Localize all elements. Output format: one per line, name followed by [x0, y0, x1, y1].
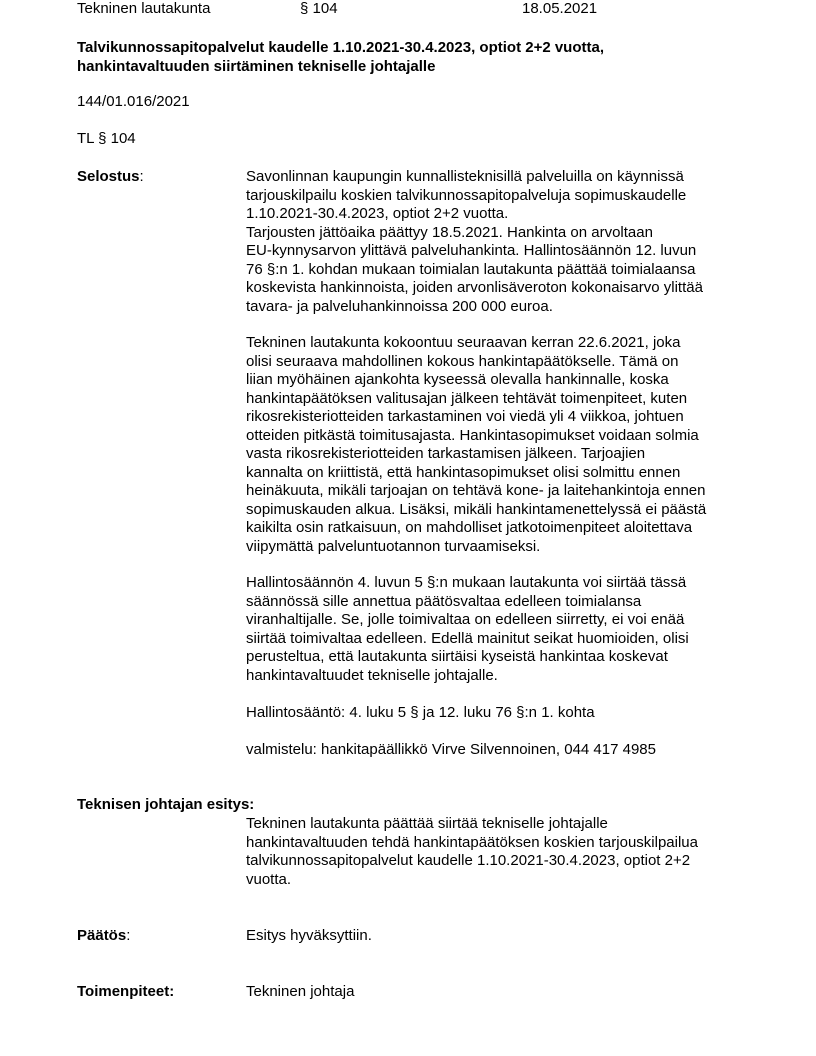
paragraph-line: kaikilta osin ratkaisuun, on mahdolliset jatkotoimenpiteet aloitettava — [246, 519, 693, 536]
esitys-label: Teknisen johtajan esitys: — [77, 796, 255, 813]
selostus-paragraph-4 — [246, 704, 766, 723]
paragraph-line: Tekninen lautakunta kokoontuu seuraavan kerran 22.6.2021, joka — [246, 334, 681, 351]
paragraph-line: hankintavaltuudet tekniselle johtajalle. — [246, 666, 498, 684]
paragraph-line: siirtää toimivaltaa edelleen. Edellä mainitut seikat huomioiden, olisi — [246, 629, 689, 647]
paatos-heading — [77, 927, 130, 946]
paragraph-line: otteiden pitkästä toimitusajasta. Hankintasopimukset voidaan solmia — [246, 426, 699, 444]
paragraph-line: perusteltua, että lautakunta siirtäisi kyseistä hankintaa koskevat — [246, 648, 668, 665]
toimenpiteet-label: Toimenpiteet: — [77, 983, 175, 1000]
paatos-text: Esitys hyväksyttiin. — [246, 927, 372, 944]
selostus-paragraph-5 — [246, 741, 766, 760]
toimenpiteet-text: Tekninen johtaja — [246, 983, 355, 1000]
paragraph-line: tarjouskilpailu koskien talvikunnossapitopalveluja sopimuskaudelle — [246, 186, 687, 204]
selostus-heading — [77, 168, 144, 187]
title-line: Talvikunnossapitopalvelut kaudelle 1.10.2021-30.4.2023, optiot 2+2 vuotta, — [77, 39, 605, 56]
paragraph-line: valmistelu: hankitapäällikkö Virve Silvennoinen, 044 417 4985 — [246, 741, 656, 758]
paragraph-line: säännössä sille annettua päätösvaltaa edelleen toimialansa — [246, 592, 642, 610]
selostus-paragraph-3 — [246, 574, 766, 685]
paragraph-line: hankintavaltuuden tehdä hankintapäätöksen koskien tarjouskilpailua — [246, 833, 698, 851]
paragraph-line: Tekninen lautakunta päättää siirtää tekniselle johtajalle — [246, 815, 608, 832]
paragraph-line: liian myöhäinen ajankohta kyseessä olevalla hankinnalle, koska — [246, 371, 669, 388]
paragraph-line: Hallintosäännön 4. luvun 5 §:n mukaan lautakunta voi siirtää tässä — [246, 574, 687, 591]
paragraph-line: Tarjousten jättöaika päättyy 18.5.2021. Hankinta on arvoltaan — [246, 223, 653, 241]
paragraph-line: olisi seuraava mahdollinen kokous hankintapäätökselle. Tämä on — [246, 352, 679, 370]
paragraph-line: rikosrekisteriotteiden tarkastaminen voi viedä yli 4 viikkoa, johtuen — [246, 408, 684, 425]
paragraph-line: EU-kynnysarvon ylittävä palveluhankinta. Hallintosäännön 12. luvun — [246, 242, 697, 259]
paragraph-line: talvikunnossapitopalvelut kaudelle 1.10.2021-30.4.2023, optiot 2+2 — [246, 852, 691, 869]
paragraph-line: viipymättä palveluntuotannon turvaamiseksi. — [246, 537, 541, 555]
selostus-label: Selostus — [77, 168, 140, 185]
paragraph-line: tavara- ja palveluhankinnoissa 200 000 euroa. — [246, 297, 553, 315]
paragraph-line: sopimuskauden alkua. Lisäksi, mikäli hankintamenettelyssä ei päästä — [246, 500, 707, 518]
reference: TL § 104 — [77, 130, 136, 147]
title-line: hankintavaltuuden siirtäminen tekniselle johtajalle — [77, 57, 436, 75]
case-number: 144/01.016/2021 — [77, 93, 190, 110]
paragraph-line: 1.10.2021-30.4.2023, optiot 2+2 vuotta. — [246, 205, 509, 222]
paragraph-line: hankintapäätöksen valitusajan jälkeen tehtävät toimenpiteet, kuten — [246, 389, 688, 407]
paragraph-line: Hallintosääntö: 4. luku 5 § ja 12. luku 76 §:n 1. kohta — [246, 704, 595, 721]
paragraph-line: Savonlinnan kaupungin kunnallisteknisillä palveluilla on käynnissä — [246, 168, 684, 185]
selostus-paragraph-1 — [246, 168, 766, 316]
paragraph-line: koskevista hankinnoista, joiden arvonlisäveroton kokonaisarvo ylittää — [246, 279, 703, 296]
selostus-colon: : — [139, 168, 144, 185]
selostus-paragraph-2 — [246, 334, 766, 556]
paragraph-line: viranhaltijalle. Se, jolle toimivaltaa on edelleen siirretty, ei voi enää — [246, 611, 685, 628]
paragraph-line: heinäkuuta, mikäli tarjoajan on tehtävä kone- ja laitehankintoja ennen — [246, 482, 706, 499]
header-date: 18.05.2021 — [522, 0, 598, 17]
paragraph-line: 76 §:n 1. kohdan mukaan toimialan lautakunta päättää toimialaansa — [246, 260, 696, 278]
paragraph-line: vuotta. — [246, 870, 292, 888]
header-section: § 104 — [300, 0, 338, 17]
paragraph-line: kannalta on kriittistä, että hankintasopimukset olisi solmittu ennen — [246, 463, 681, 481]
paragraph-line: vasta rikosrekisteriotteiden tarkastamisen jälkeen. Tarjoajien — [246, 445, 646, 462]
document-title — [77, 39, 604, 76]
paatos-colon: : — [126, 927, 131, 944]
paatos-label: Päätös — [77, 927, 127, 944]
esitys-text — [246, 815, 766, 889]
header-committee: Tekninen lautakunta — [77, 0, 211, 17]
